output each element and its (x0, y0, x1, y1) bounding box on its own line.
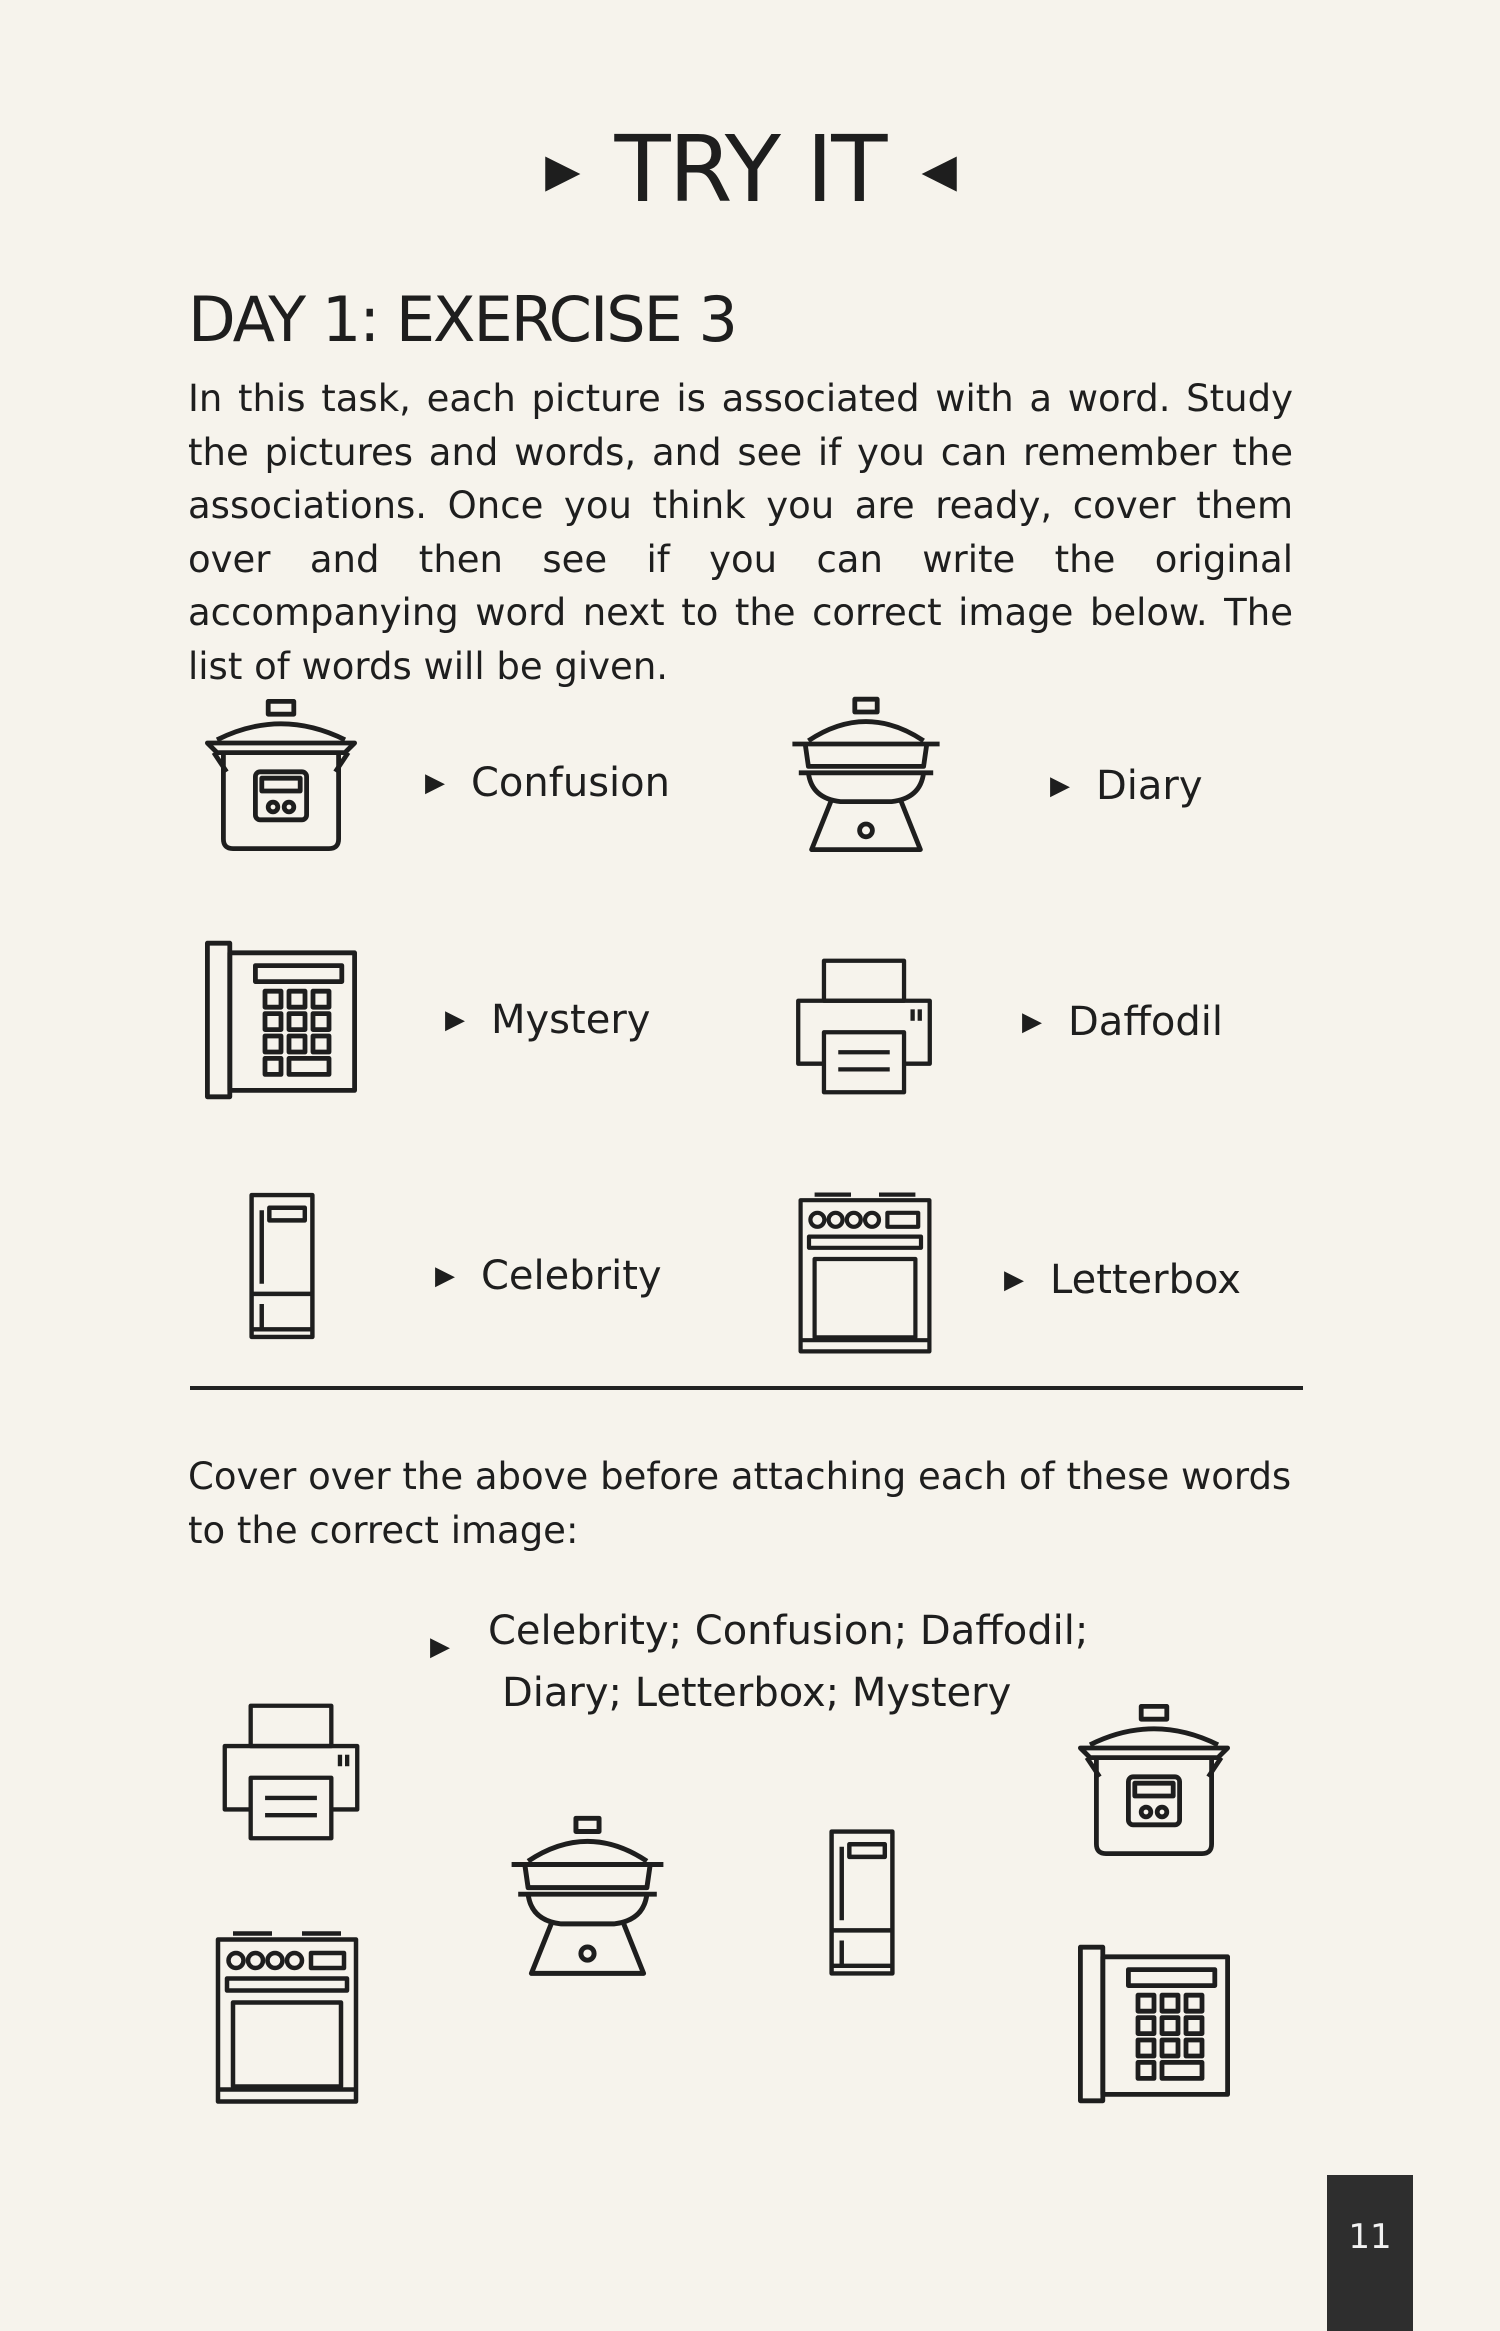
header-arrow-left: ▶ (545, 142, 579, 197)
printer-icon (783, 955, 945, 1098)
steamer-icon (786, 695, 946, 857)
divider (190, 1386, 1303, 1390)
word-label: Letterbox (1050, 1257, 1241, 1303)
steamer-icon (505, 1815, 670, 1980)
exercise-title: DAY 1: EXERCISE 3 (188, 283, 736, 356)
word-list-line-1: Celebrity; Confusion; Daffodil; (488, 1608, 1089, 1654)
cover-instruction: Cover over the above before attaching each of these words to the correct image: (188, 1455, 1292, 1552)
study-word-diary (1050, 758, 1203, 819)
intro-paragraph: In this task, each picture is associated with a word. Study the pictures and words, and see if you can remember the associations. Once you think you are ready, cover them over and then see if you can write the original accompanying word next to the correct image below. The list of words will be given. (188, 377, 1293, 688)
bullet-icon: ▶ (430, 1632, 450, 1662)
pressure-cooker-icon (1073, 1700, 1235, 1860)
section-header (0, 115, 1500, 225)
study-word-mystery (445, 992, 650, 1053)
word-label: Daffodil (1068, 999, 1223, 1045)
word-label: Diary (1096, 763, 1203, 809)
bullet-icon: ▶ (1022, 1007, 1042, 1037)
word-label: Confusion (471, 760, 670, 806)
study-word-daffodil (1022, 994, 1223, 1055)
bullet-icon: ▶ (445, 1005, 465, 1035)
pressure-cooker-icon (200, 695, 362, 855)
telephone-icon (1074, 1940, 1234, 2108)
oven-icon (212, 1925, 362, 2110)
word-list (430, 1600, 1088, 1724)
bullet-icon: ▶ (425, 768, 445, 798)
telephone-icon (200, 940, 362, 1100)
word-label: Mystery (491, 997, 651, 1043)
printer-icon (208, 1700, 374, 1844)
study-word-confusion (425, 755, 670, 816)
study-word-letterbox (1004, 1252, 1241, 1313)
bullet-icon: ▶ (1004, 1265, 1024, 1295)
bullet-icon: ▶ (1050, 771, 1070, 801)
header-text: TRY IT (614, 116, 886, 223)
bullet-icon: ▶ (435, 1261, 455, 1291)
page-number: 11 (1327, 2175, 1413, 2331)
study-word-celebrity (435, 1248, 662, 1309)
word-list-line-2: Diary; Letterbox; Mystery (502, 1670, 1012, 1716)
header-arrow-right: ◀ (921, 142, 955, 197)
word-label: Celebrity (481, 1253, 662, 1299)
oven-icon (795, 1188, 935, 1358)
refrigerator-icon (244, 1180, 320, 1352)
refrigerator-icon (824, 1815, 900, 1990)
